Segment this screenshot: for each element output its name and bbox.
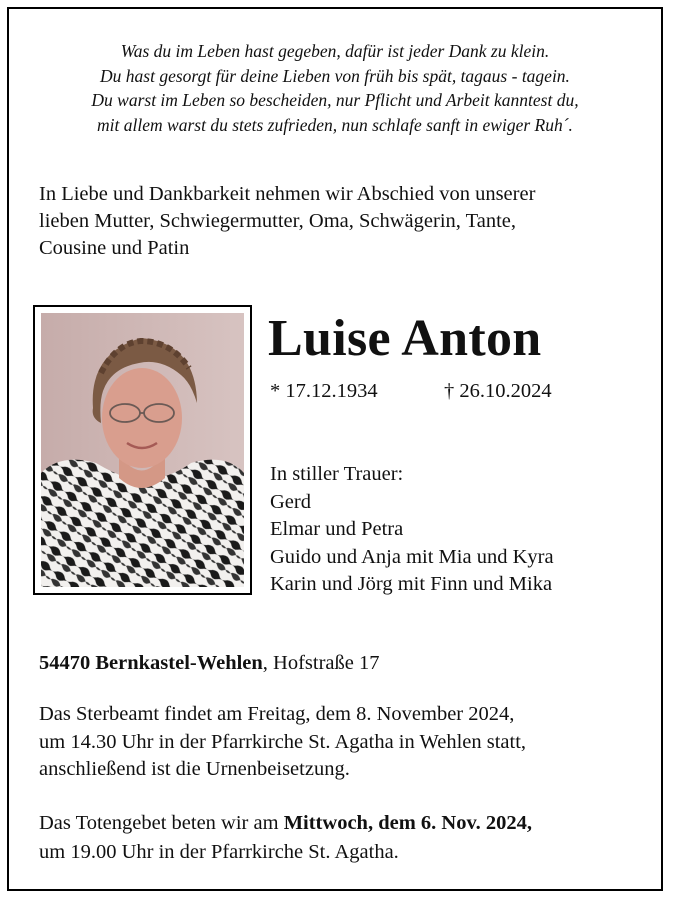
mourner-name: Gerd <box>270 490 311 513</box>
prayer-line: um 19.00 Uhr in der Pfarrkirche St. Agatha. <box>39 841 399 863</box>
mourner-name: Elmar und Petra <box>270 518 404 540</box>
prayer-info <box>39 809 532 867</box>
mourner-name: Karin und Jörg mit Finn und Mika <box>270 573 553 595</box>
birth-date: * 17.12.1934 <box>270 380 378 402</box>
obituary-frame <box>7 7 663 891</box>
intro-line: Cousine und Patin <box>39 237 190 259</box>
mourners-list <box>270 461 554 599</box>
life-dates <box>270 377 552 405</box>
poem-line: Was du im Leben hast gegeben, dafür ist jeder Dank zu klein. <box>120 41 550 61</box>
address-city: 54470 Bernkastel-Wehlen <box>39 652 263 674</box>
intro-line: lieben Mutter, Schwiegermutter, Oma, Schwägerin, Tante, <box>39 210 517 232</box>
funeral-mass-info <box>39 701 526 784</box>
poem <box>29 39 641 137</box>
deceased-name: Luise Anton <box>268 310 542 367</box>
prayer-prefix: Das Totengebet beten wir am <box>39 812 284 834</box>
address <box>39 649 380 677</box>
prayer-date: Mittwoch, dem 6. Nov. 2024, <box>283 812 532 834</box>
funeral-mass-line: anschließend ist die Urnenbeisetzung. <box>39 758 350 780</box>
prayer-line <box>39 809 532 838</box>
funeral-mass-line: um 14.30 Uhr in der Pfarrkirche St. Agatha in Wehlen statt, <box>39 730 527 753</box>
mourners-heading: In stiller Trauer: <box>270 463 404 485</box>
poem-line: mit allem warst du stets zufrieden, nun schlafe sanft in ewiger Ruh´. <box>97 114 573 135</box>
funeral-mass-line: Das Sterbeamt findet am Freitag, dem 8. November 2024, <box>39 703 515 725</box>
portrait-illustration <box>41 313 244 587</box>
poem-line: Du warst im Leben so bescheiden, nur Pflicht und Arbeit kanntest du, <box>91 90 579 110</box>
death-date: † 26.10.2024 <box>444 380 552 402</box>
intro-text <box>39 181 639 262</box>
poem-line: Du hast gesorgt für deine Lieben von früh bis spät, tagaus - tagein. <box>100 65 570 86</box>
address-street: , Hofstraße 17 <box>262 652 380 674</box>
portrait-photo <box>41 313 244 587</box>
mourner-name: Guido und Anja mit Mia und Kyra <box>270 545 554 568</box>
intro-line: In Liebe und Dankbarkeit nehmen wir Abschied von unserer <box>39 183 536 205</box>
portrait-frame <box>33 305 252 595</box>
